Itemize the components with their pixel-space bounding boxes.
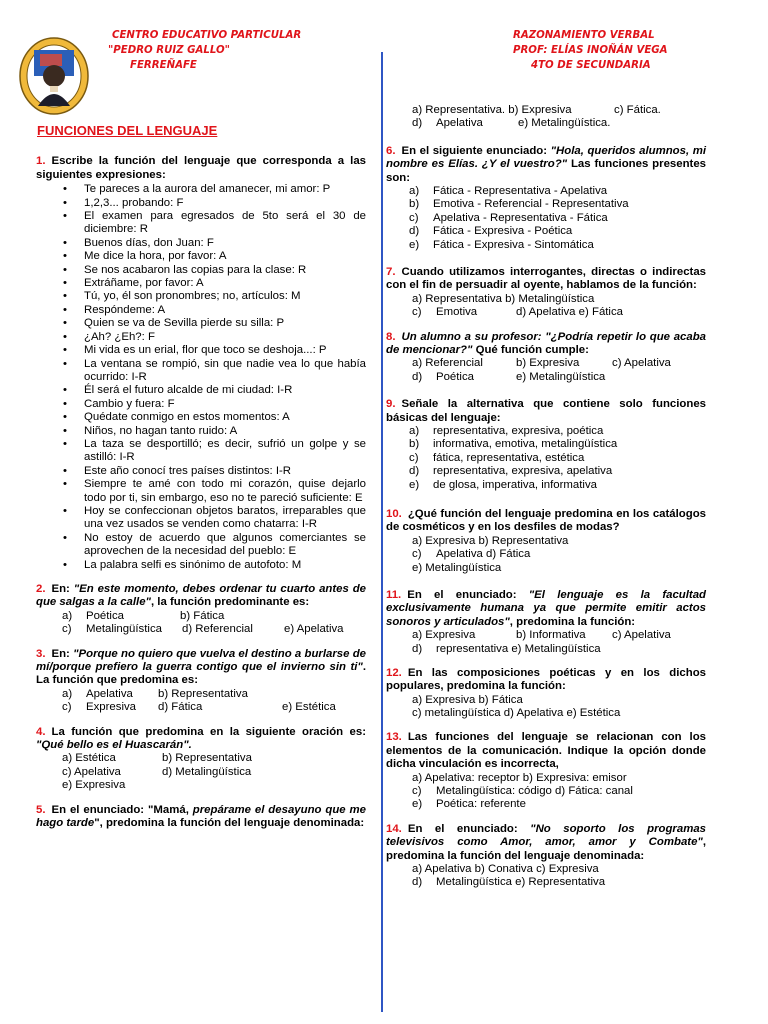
question-prefix: En el enunciado: (407, 588, 529, 601)
expression-item: • Tú, yo, él son pronombres; no, artículos: M (36, 290, 366, 303)
question-number: 11. (386, 588, 402, 601)
question-suffix: , predomina la función del lenguaje denominada: (386, 836, 706, 862)
option-text: a) Representativa b) Metalingüística (412, 292, 595, 305)
option-text: Metalingüística (86, 623, 162, 636)
option-text: e) Metalingüística (412, 561, 502, 574)
option-letter: c) (409, 211, 419, 224)
option-text: Emotiva (436, 306, 478, 319)
answer-options (412, 629, 706, 656)
question-suffix: . La función que predomina es: (36, 661, 366, 687)
option-text: Poética (86, 609, 124, 622)
question-suffix: , predomina la función: (509, 615, 636, 628)
school-line-1: CENTRO EDUCATIVO PARTICULAR (112, 30, 302, 41)
option-text: c) Fática. (614, 104, 661, 116)
expression-item: • Quien se va de Sevilla pierde su silla: P (36, 317, 366, 330)
question-number: 4. (36, 725, 46, 738)
expression-item: • El examen para egresados de 5to será el 30 de diciembre: R (36, 210, 366, 237)
question-number: 8. (386, 330, 396, 343)
question-number: 6. (386, 144, 396, 157)
option-text: a) Expresiva b) Fática (412, 693, 523, 706)
answer-options (409, 185, 706, 252)
question-9 (386, 398, 706, 492)
answer-options (412, 535, 706, 575)
question-quote: "No soporto los programas televisivos como Amor, amor, amor y Combate" (386, 822, 706, 849)
question-suffix: ", predomina la función del lenguaje denominada: (94, 816, 365, 829)
option-text: d) Apelativa e) Fática (516, 306, 623, 319)
option-text: c) metalingüística d) Apelativa e) Estética (412, 707, 621, 720)
course-line-2: PROF: ELÍAS INOÑÁN VEGA (513, 45, 668, 56)
option-text: Apelativa (86, 687, 133, 700)
option-text: a) Representativa. b) Expresiva (412, 104, 572, 116)
option-text: representativa, expresiva, apelativa (433, 465, 613, 478)
question-5-options (386, 104, 706, 131)
expression-item: • Me dice la hora, por favor: A (36, 250, 366, 263)
question-text: Escribe la función del lenguaje que corresponda a las siguientes expresiones: (36, 155, 366, 181)
question-5 (36, 804, 366, 831)
question-12 (386, 667, 706, 721)
expression-item: • La taza se desportilló; es decir, sufrió un golpe y se astilló: I-R (36, 438, 366, 465)
answer-options (412, 694, 706, 721)
question-prefix: La función que predomina en la siguiente oración es: (51, 725, 366, 738)
expression-item: • Respóndeme: A (36, 304, 366, 317)
question-7 (386, 266, 706, 320)
column-divider (381, 52, 383, 1012)
expression-item: • Te pareces a la aurora del amanecer, mi amor: P (36, 183, 366, 196)
expression-item: • Quédate conmigo en estos momentos: A (36, 411, 366, 424)
answer-options (412, 863, 706, 890)
option-letter: a) (409, 185, 420, 197)
option-text: Apelativa d) Fática (436, 548, 531, 561)
school-line-2: "PEDRO RUIZ GALLO" (108, 45, 230, 56)
answer-options (62, 752, 366, 792)
option-row (409, 452, 706, 465)
question-number: 3. (36, 647, 46, 660)
question-number: 5. (36, 803, 46, 816)
school-line-3: FERREÑAFE (130, 60, 197, 71)
expression-item: • 1,2,3... probando: F (36, 197, 366, 210)
question-prefix: En el enunciado: "Mamá, (51, 803, 193, 816)
question-text: Señale la alternativa que contiene solo funciones básicas del lenguaje: (386, 398, 706, 424)
option-letter: d) (412, 642, 423, 655)
question-11 (386, 589, 706, 656)
question-suffix: Qué función cumple: (472, 343, 589, 356)
option-letter: c) (412, 548, 422, 561)
option-text: e) Metalingüística (516, 370, 606, 383)
question-8 (386, 331, 706, 385)
option-text: d) Referencial (182, 623, 253, 636)
expression-item: • Él será el futuro alcalde de mi ciudad: I-R (36, 384, 366, 397)
answer-options (409, 425, 706, 492)
question-prefix: En el siguiente enunciado: (401, 144, 551, 157)
option-text: b) Informativa (516, 629, 586, 642)
question-number: 1. (36, 155, 46, 168)
option-text: c) Apelativa (612, 357, 671, 370)
question-suffix: Las funciones presentes son: (386, 158, 706, 184)
option-letter: e) (409, 478, 420, 491)
expression-item: • Mi vida es un erial, flor que toco se deshoja...: P (36, 344, 366, 357)
option-text: b) Representativa (158, 687, 248, 700)
question-4 (36, 726, 366, 793)
option-text: fática, representativa, estética (433, 451, 585, 464)
option-text: Fática - Expresiva - Sintomática (433, 238, 594, 251)
question-quote: "Qué bello es el Huascarán". (36, 739, 192, 751)
course-info-block (505, 28, 735, 73)
question-number: 2. (36, 583, 46, 595)
option-text: Poética: referente (436, 798, 526, 811)
answer-options (62, 688, 366, 715)
option-text: a) Expresiva b) Representativa (412, 534, 569, 547)
option-letter: e) (412, 798, 423, 811)
option-text: a) Apelativa: receptor b) Expresiva: emisor (412, 771, 627, 784)
question-text: Cuando utilizamos interrogantes, directas o indirectas con el fin de persuadir al oyente, hablamos de la función: (386, 265, 706, 292)
expression-item: • Buenos días, don Juan: F (36, 237, 366, 250)
question-suffix: , la función predominante es: (150, 596, 310, 609)
option-row (409, 465, 706, 478)
expression-item: • La palabra selfi es sinónimo de autofoto: M (36, 559, 366, 572)
course-line-3: 4TO DE SECUNDARIA (531, 60, 651, 71)
question-text: En las composiciones poéticas y en los dichos populares, predomina la función: (386, 666, 706, 693)
option-text: Metalingüística e) Representativa (436, 876, 606, 889)
option-letter: c) (409, 451, 419, 464)
question-number: 9. (386, 398, 396, 411)
page-header (0, 24, 768, 110)
question-quote: Un alumno a su profesor: "¿Podría repetir lo que acaba de mencionar?" (386, 330, 706, 356)
option-row (409, 185, 706, 198)
question-number: 7. (386, 265, 396, 278)
right-column (386, 104, 706, 901)
option-row (409, 438, 706, 451)
question-quote: "En este momento, debes ordenar tu cuarto antes de que salgas a la calle" (36, 583, 367, 609)
expression-item: • Se nos acabaron las copias para la clase: R (36, 264, 366, 277)
option-text: b) Fática (180, 609, 225, 622)
option-letter: b) (409, 198, 420, 211)
question-number: 10. (386, 507, 402, 520)
question-quote: "Hola, queridos alumnos, mi nombre es Elías. ¿Y el vuestro?" (386, 144, 706, 171)
option-text: Fática - Representativa - Apelativa (433, 185, 608, 197)
option-row (409, 425, 706, 438)
option-text: c) Apelativa (62, 765, 121, 778)
option-text: d) Metalingüística (162, 765, 252, 778)
answer-options (412, 104, 706, 131)
option-text: Emotiva - Referencial - Representativa (433, 198, 629, 211)
option-text: Apelativa (436, 117, 483, 130)
option-text: e) Metalingüística. (518, 117, 611, 130)
option-text: Expresiva (86, 701, 137, 714)
expression-item: • Siempre te amé con todo mi corazón, quise dejarlo todo por ti, sin embargo, eso no te pareció suficiente: E (36, 478, 366, 505)
option-letter: d) (412, 117, 423, 130)
option-letter: c) (412, 306, 422, 319)
school-name-block (100, 28, 330, 73)
question-text: ¿Qué función del lenguaje predomina en los catálogos de cosméticos y en los desfiles de modas? (386, 507, 706, 534)
option-letter: d) (409, 225, 420, 238)
expression-item: • Este año conocí tres países distintos: I-R (36, 465, 366, 478)
option-text: e) Apelativa (284, 623, 344, 636)
option-text: a) Apelativa b) Conativa c) Expresiva (412, 863, 599, 876)
document-title: FUNCIONES DEL LENGUAJE (37, 123, 218, 138)
expression-item: • Extráñame, por favor: A (36, 277, 366, 290)
expression-item: • No estoy de acuerdo que algunos comerciantes se aprovechen de la necesidad del pueblo: E (36, 532, 366, 559)
question-prefix: En: (51, 647, 74, 660)
expressions-list (36, 183, 366, 572)
expression-item: • Hoy se confeccionan objetos baratos, irreparables que una vez usados se venden como chatarra: I-R (36, 505, 366, 532)
option-letter: d) (412, 876, 423, 889)
left-column (36, 124, 366, 841)
school-crest-logo (18, 36, 90, 116)
answer-options (412, 293, 706, 320)
option-text: a) Estética (62, 752, 116, 765)
option-text: e) Expresiva (62, 779, 126, 792)
option-text: Fática - Expresiva - Poética (433, 225, 573, 238)
answer-options (412, 357, 706, 384)
expression-item: • Cambio y fuera: F (36, 398, 366, 411)
question-13 (386, 731, 706, 811)
expression-item: • Niños, no hagan tanto ruido: A (36, 425, 366, 438)
option-text: informativa, emotiva, metalingüística (433, 438, 618, 451)
option-letter: a) (62, 687, 73, 700)
option-letter: c) (62, 623, 72, 636)
question-text: Las funciones del lenguaje se relacionan con los elementos de la comunicación. Indique la opción donde dicha vinculación es incorrecta, (386, 731, 706, 771)
question-10 (386, 508, 706, 575)
option-letter: c) (62, 701, 72, 714)
question-prefix: En: (51, 583, 74, 595)
option-text: representativa e) Metalingüística (436, 642, 601, 655)
question-6 (386, 145, 706, 252)
option-letter: d) (412, 370, 423, 383)
option-text: e) Estética (282, 701, 336, 714)
option-text: Metalingüística: código d) Fática: canal (436, 785, 633, 798)
option-letter: a) (62, 609, 73, 622)
answer-options (412, 772, 706, 812)
option-text: b) Expresiva (516, 357, 580, 370)
option-text: b) Representativa (162, 752, 252, 765)
option-letter: b) (409, 438, 420, 451)
question-quote: "El lenguaje es la facultad exclusivamente humana ya que permite emitir actos sonoros y articulados" (386, 588, 706, 628)
option-text: de glosa, imperativa, informativa (433, 478, 597, 491)
option-row (409, 479, 706, 492)
question-number: 12. (386, 666, 402, 679)
option-row (409, 198, 706, 211)
option-letter: a) (409, 424, 420, 437)
answer-options (62, 610, 366, 637)
option-row (409, 212, 706, 225)
question-2 (36, 583, 366, 637)
option-text: d) Fática (158, 701, 203, 714)
option-letter: e) (409, 238, 420, 251)
expression-item: • La ventana se rompió, sin que nadie vea lo que había ocurrido: I-R (36, 358, 366, 385)
option-row (409, 239, 706, 252)
expression-item: • ¿Ah? ¿Eh?: F (36, 331, 366, 344)
question-number: 13. (386, 731, 402, 744)
question-14 (386, 823, 706, 890)
question-1 (36, 155, 366, 572)
question-3 (36, 648, 366, 715)
option-letter: c) (412, 785, 422, 798)
option-text: Poética (436, 370, 474, 383)
course-line-1: RAZONAMIENTO VERBAL (513, 30, 655, 41)
option-text: a) Referencial (412, 357, 483, 370)
question-quote: "Porque no quiero que vuelva el destino a burlarse de mí/porque prefiero la guerra contigo que el invierno sin ti" (36, 647, 367, 673)
option-text: Apelativa - Representativa - Fática (433, 211, 608, 224)
question-quote: prepárame el desayuno que me hago tarde (36, 803, 366, 829)
option-text: c) Apelativa (612, 629, 671, 642)
option-text: representativa, expresiva, poética (433, 424, 604, 437)
option-row (409, 225, 706, 238)
option-text: a) Expresiva (412, 629, 476, 642)
question-number: 14. (386, 822, 402, 835)
option-letter: d) (409, 465, 420, 478)
question-prefix: En el enunciado: (407, 822, 531, 835)
